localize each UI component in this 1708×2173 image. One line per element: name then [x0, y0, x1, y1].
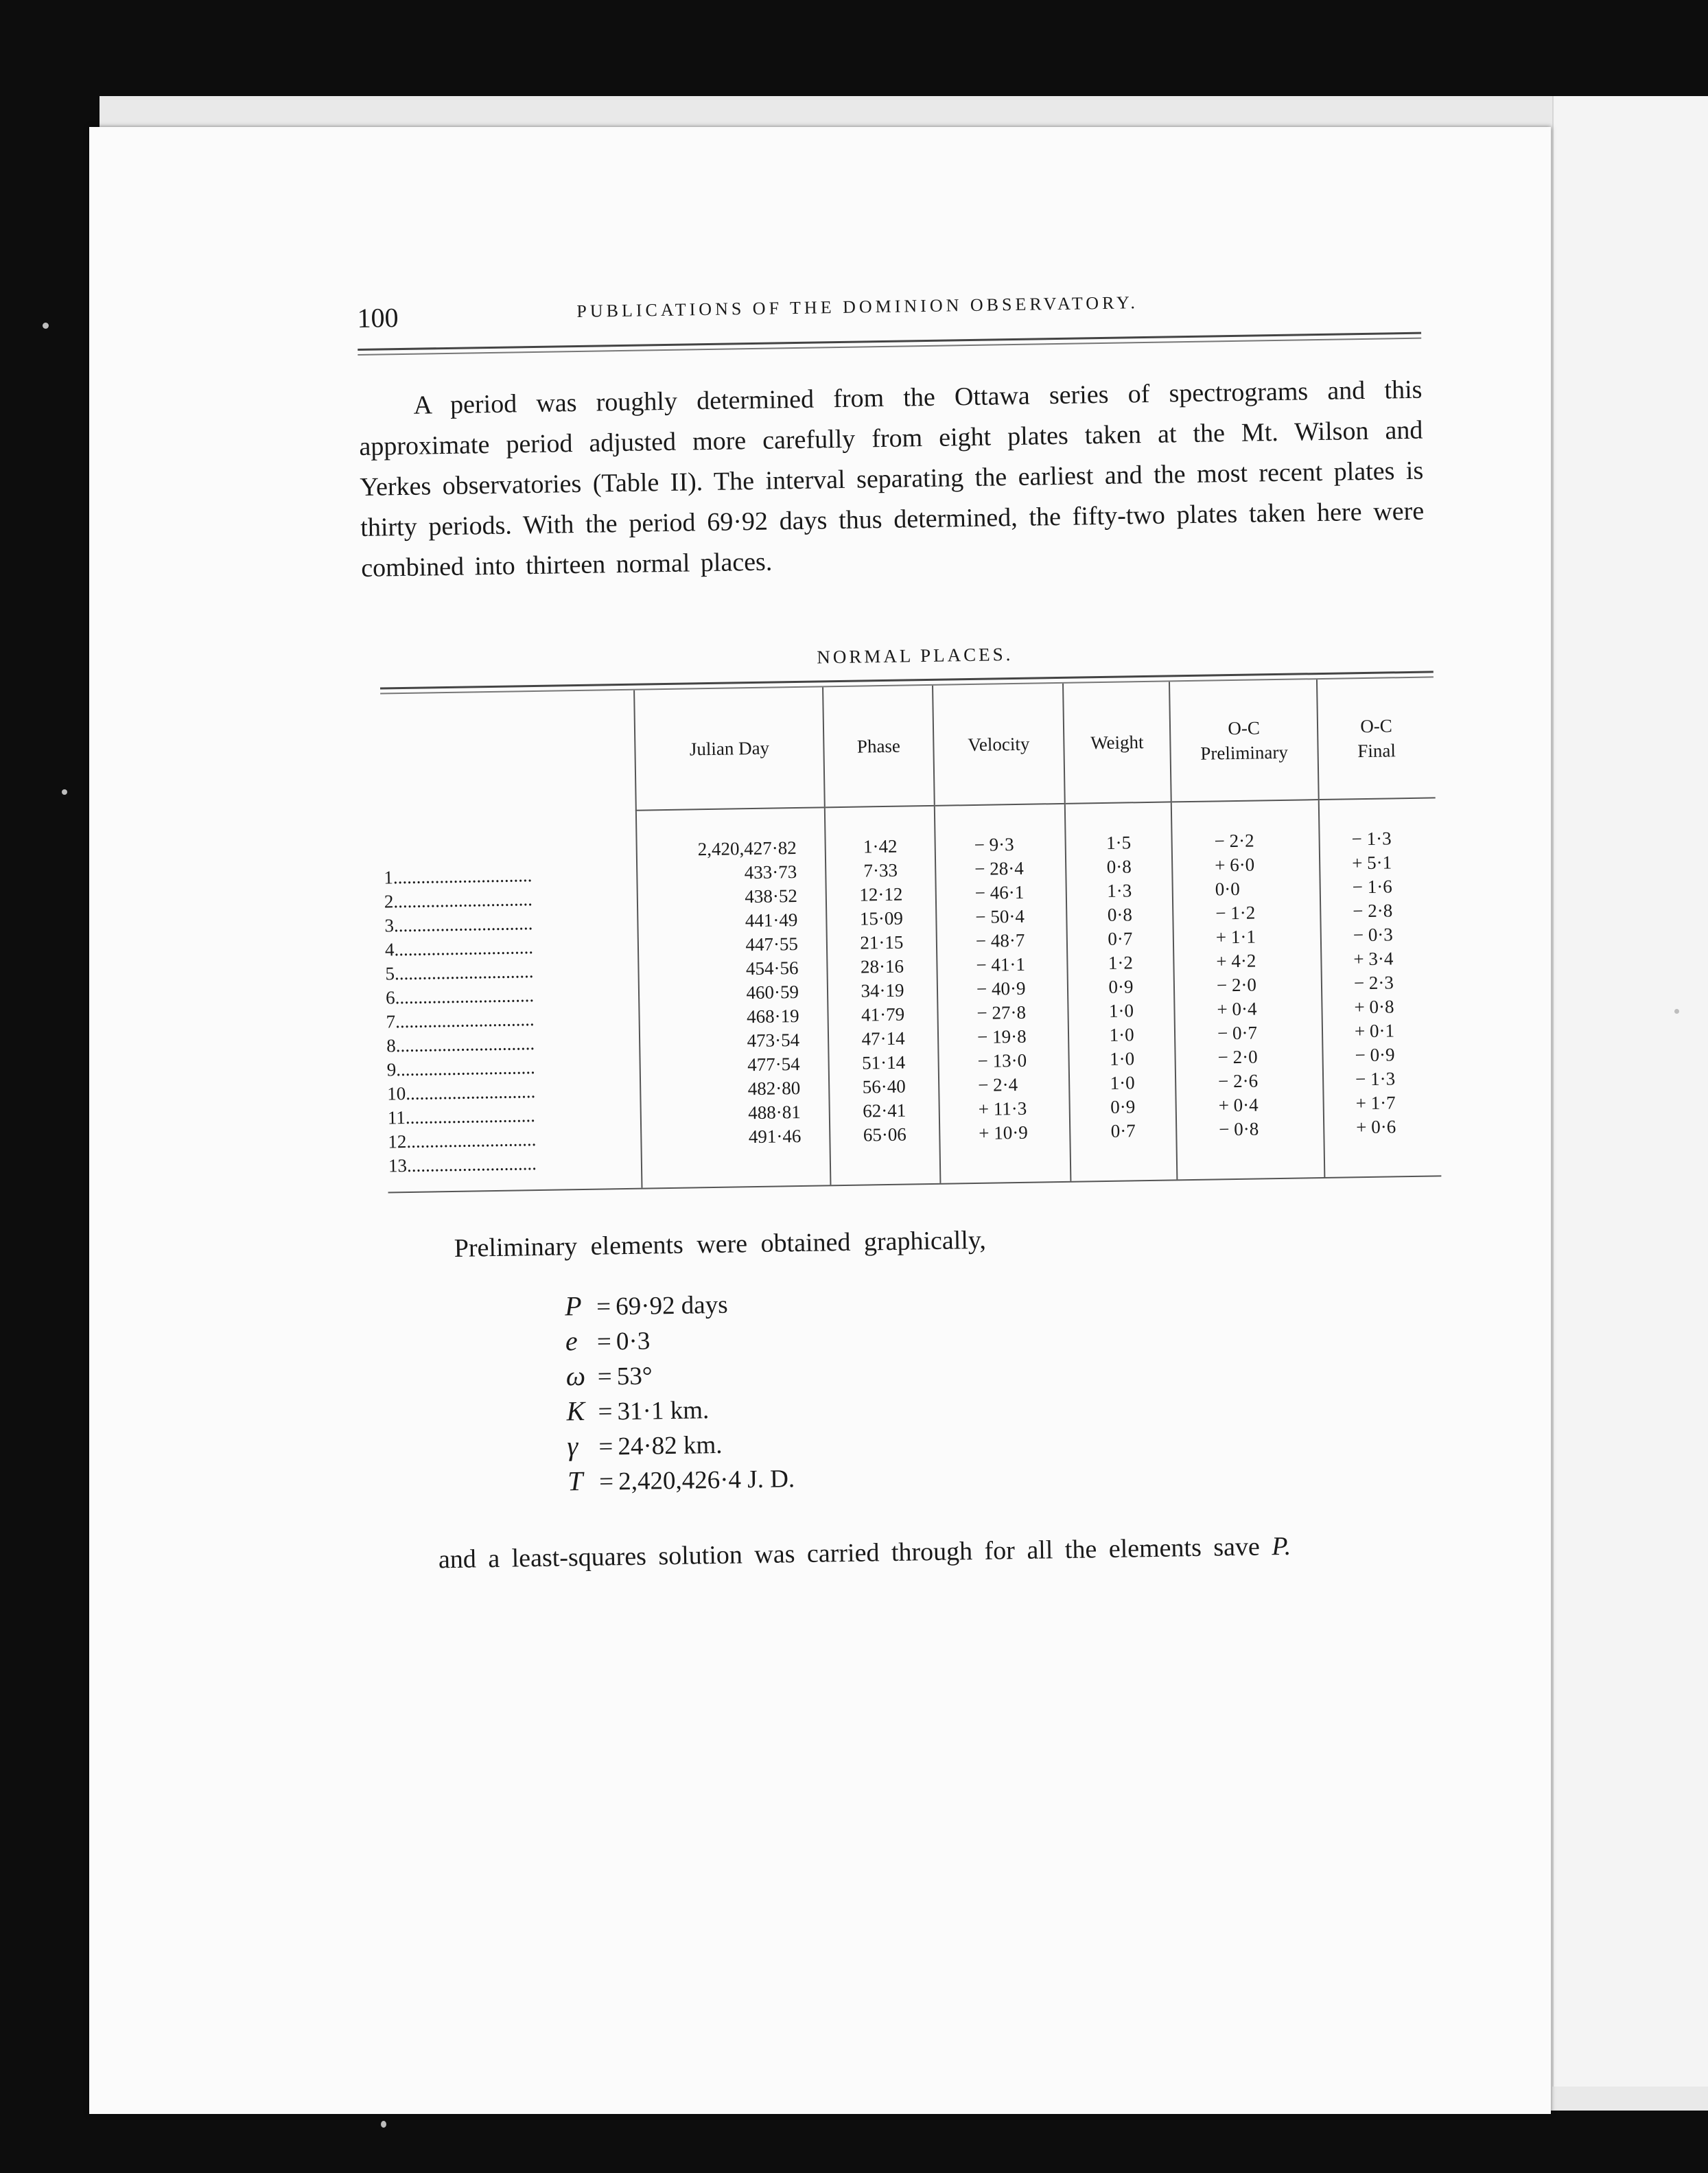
- cell-n: 4..............................: [384, 937, 534, 960]
- element-value: 53°: [616, 1362, 653, 1391]
- cell-n: 10............................: [387, 1081, 536, 1104]
- column-velocity: [935, 804, 1071, 1183]
- cell-oc-prelim: − 2·6: [1217, 1070, 1259, 1092]
- cell-jd: 433·73: [744, 861, 797, 883]
- column-phase: [825, 806, 941, 1185]
- header-oc-preliminary-line2: Preliminary: [1200, 741, 1289, 764]
- cell-weight: 1·0: [1109, 1024, 1134, 1045]
- closing-symbol: P.: [1271, 1531, 1291, 1561]
- cell-velocity: − 40·9: [976, 977, 1026, 999]
- cell-phase: 28·16: [860, 955, 904, 977]
- cell-jd: 447·55: [745, 933, 799, 955]
- cell-phase: 7·33: [863, 859, 898, 881]
- cell-velocity: − 13·0: [977, 1049, 1027, 1071]
- scan-speck: [43, 323, 49, 329]
- cell-oc-final: − 0·3: [1353, 924, 1394, 946]
- header-oc-final-line1: O-C: [1360, 715, 1393, 737]
- cell-oc-prelim: + 1·1: [1215, 926, 1256, 948]
- cell-phase: 12·12: [859, 883, 903, 905]
- cell-oc-final: + 3·4: [1353, 948, 1394, 970]
- element-value: 31·1 km.: [617, 1396, 710, 1426]
- element-symbol: ω: [565, 1360, 586, 1392]
- cell-jd: 482·80: [747, 1077, 801, 1100]
- cell-phase: 34·19: [861, 979, 904, 1001]
- cell-weight: 1·0: [1109, 1048, 1135, 1069]
- cell-phase: 51·14: [861, 1051, 906, 1073]
- cell-oc-prelim: − 2·0: [1216, 974, 1257, 996]
- cell-n: 8..............................: [386, 1033, 535, 1056]
- cell-oc-prelim: + 6·0: [1214, 854, 1255, 876]
- cell-velocity: − 48·7: [975, 929, 1025, 951]
- cell-oc-prelim: − 0·7: [1217, 1022, 1258, 1044]
- cell-weight: 0·8: [1106, 856, 1132, 877]
- element-symbol: K: [566, 1395, 585, 1427]
- element-symbol: P: [564, 1290, 582, 1322]
- cell-oc-prelim: − 2·0: [1217, 1046, 1258, 1068]
- adjacent-page-edge: [1552, 96, 1708, 2087]
- cell-velocity: + 10·9: [979, 1122, 1028, 1143]
- cell-n: 1..............................: [384, 865, 533, 888]
- cell-phase: 1·42: [863, 835, 898, 857]
- column-oc-final: [1319, 798, 1442, 1177]
- scan-speck: [62, 789, 67, 795]
- column-row-numbers: [382, 811, 642, 1192]
- cell-velocity: + 11·3: [978, 1097, 1027, 1119]
- cell-n: 5..............................: [385, 961, 534, 984]
- running-head: PUBLICATIONS OF THE DOMINION OBSERVATORY.: [576, 292, 1139, 321]
- cell-velocity: − 19·8: [976, 1025, 1027, 1047]
- cell-n: 2..............................: [384, 889, 533, 912]
- cell-oc-final: − 2·8: [1353, 900, 1393, 922]
- cell-jd: 2,420,427·82: [697, 837, 797, 860]
- equals-sign: =: [598, 1397, 613, 1426]
- element-value: 2,420,426·4 J. D.: [618, 1465, 795, 1496]
- page-number: 100: [357, 302, 399, 334]
- element-value: 0·3: [616, 1327, 651, 1356]
- column-weight: [1065, 802, 1178, 1181]
- equals-sign: =: [598, 1432, 613, 1461]
- cell-weight: 1·5: [1105, 832, 1132, 853]
- header-oc-final: [1317, 677, 1436, 800]
- intro-paragraph: A period was roughly determined from the Ottawa series of spectrograms and this approximate period adjusted more carefully from eight plates taken at the Mt. Wilson and Yerkes observatories (Table II). The interval separating the earliest and the most recent plates is thirty periods. With the period 69·92 days thus determined, the fifty-two plates taken here were combined into thirteen normal places.: [359, 375, 1425, 583]
- scan-speck: [381, 2121, 386, 2128]
- header-julian-day: Julian Day: [634, 687, 825, 810]
- column-julian-day: [636, 807, 831, 1187]
- cell-n: 11............................: [387, 1105, 536, 1128]
- cell-oc-prelim: + 4·2: [1216, 950, 1256, 972]
- cell-velocity: − 9·3: [974, 834, 1014, 855]
- cell-weight: 1·0: [1108, 1000, 1134, 1021]
- cell-velocity: − 46·1: [974, 881, 1025, 903]
- cell-oc-prelim: − 0·8: [1219, 1118, 1259, 1140]
- cell-weight: 1·2: [1108, 952, 1134, 973]
- cell-phase: 47·14: [861, 1027, 905, 1049]
- cell-oc-prelim: 0·0: [1215, 878, 1240, 900]
- cell-n: 3..............................: [384, 913, 533, 936]
- cell-n: 13............................: [388, 1153, 537, 1176]
- cell-phase: 15·09: [859, 907, 904, 929]
- equals-sign: =: [596, 1327, 612, 1356]
- cell-phase: 41·79: [861, 1003, 905, 1025]
- row-label-header: [380, 690, 636, 815]
- cell-weight: 0·7: [1108, 928, 1133, 949]
- cell-jd: 454·56: [745, 957, 799, 979]
- cell-weight: 1·0: [1110, 1072, 1135, 1093]
- cell-oc-final: − 2·3: [1353, 972, 1394, 994]
- cell-oc-final: + 0·8: [1354, 996, 1394, 1018]
- header-phase: Phase: [823, 686, 935, 807]
- cell-weight: 0·8: [1107, 904, 1133, 925]
- cell-phase: 65·06: [863, 1124, 907, 1146]
- cell-jd: 488·81: [748, 1101, 802, 1124]
- cell-jd: 473·54: [747, 1030, 800, 1051]
- equals-sign: =: [596, 1292, 611, 1321]
- cell-oc-final: − 1·6: [1352, 876, 1392, 898]
- element-symbol: T: [567, 1465, 583, 1497]
- cell-jd: 441·49: [745, 909, 798, 931]
- cell-n: 12............................: [388, 1129, 537, 1152]
- cell-velocity: − 50·4: [975, 905, 1025, 927]
- cell-weight: 0·7: [1110, 1120, 1136, 1141]
- preliminary-heading: Preliminary elements were obtained graphically,: [454, 1225, 987, 1263]
- cell-oc-final: − 1·3: [1355, 1068, 1396, 1090]
- cell-velocity: − 41·1: [976, 953, 1026, 975]
- cell-oc-final: − 1·3: [1351, 828, 1392, 850]
- closing-text: and a least-squares solution was carried through for all the elements save: [438, 1532, 1261, 1574]
- cell-oc-prelim: + 0·4: [1218, 1094, 1259, 1116]
- element-symbol: γ: [567, 1430, 578, 1462]
- cell-oc-final: − 0·9: [1355, 1044, 1395, 1066]
- orbital-elements: [565, 1275, 1440, 1499]
- equals-sign: =: [598, 1467, 614, 1496]
- element-value: 69·92 days: [615, 1290, 728, 1321]
- cell-oc-prelim: − 1·2: [1215, 902, 1256, 924]
- cell-velocity: − 2·4: [977, 1074, 1018, 1095]
- header-weight: Weight: [1063, 682, 1171, 803]
- cell-velocity: − 27·8: [976, 1001, 1027, 1023]
- header-oc-final-line2: Final: [1357, 740, 1396, 762]
- cell-weight: 0·9: [1108, 976, 1134, 997]
- cell-velocity: − 28·4: [974, 857, 1024, 879]
- cell-oc-final: + 0·6: [1355, 1116, 1396, 1138]
- cell-jd: 438·52: [745, 885, 798, 907]
- equals-sign: =: [597, 1362, 612, 1391]
- cell-oc-final: + 5·1: [1351, 852, 1392, 874]
- cell-n: 9..............................: [386, 1057, 535, 1080]
- cell-phase: 56·40: [862, 1076, 906, 1097]
- normal-places-table: [380, 671, 1441, 1193]
- header-velocity: Velocity: [933, 684, 1065, 806]
- column-oc-preliminary: [1171, 800, 1325, 1179]
- cell-phase: 21·15: [860, 931, 904, 953]
- cell-n: 6..............................: [385, 985, 535, 1008]
- cell-weight: 1·3: [1107, 880, 1132, 901]
- header-oc-preliminary-line1: O-C: [1228, 717, 1261, 739]
- table-title: NORMAL PLACES.: [817, 644, 1014, 668]
- element-symbol: e: [565, 1325, 578, 1357]
- scan-speck: [1674, 1009, 1679, 1014]
- cell-jd: 477·54: [747, 1053, 800, 1076]
- cell-jd: 468·19: [746, 1006, 799, 1027]
- cell-jd: 491·46: [748, 1125, 802, 1148]
- element-value: 24·82 km.: [618, 1430, 723, 1461]
- cell-oc-prelim: − 2·2: [1214, 830, 1254, 852]
- cell-phase: 62·41: [863, 1100, 906, 1122]
- cell-weight: 0·9: [1110, 1096, 1136, 1117]
- header-oc-preliminary: [1169, 679, 1319, 802]
- cell-oc-final: + 1·7: [1355, 1092, 1396, 1114]
- cell-n: 7..............................: [386, 1009, 535, 1032]
- cell-jd: 460·59: [746, 981, 799, 1003]
- page-content: [357, 279, 1440, 1580]
- cell-oc-prelim: + 0·4: [1217, 998, 1257, 1020]
- cell-oc-final: + 0·1: [1354, 1020, 1395, 1042]
